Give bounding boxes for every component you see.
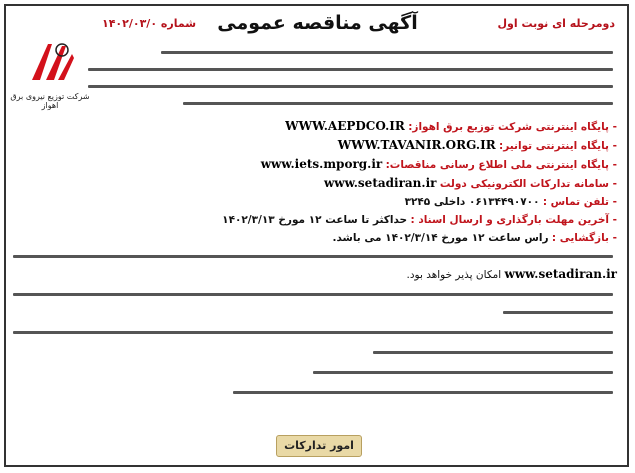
para-1-line-1 (14, 248, 617, 265)
para-2-line-2 (14, 304, 617, 321)
para-6-line-1 (14, 384, 617, 401)
portal-iets-url[interactable]: www.iets.mporg.ir (260, 157, 383, 171)
opening-label: - بازگشایی : (551, 232, 617, 244)
phone-label: - تلفن تماس : (542, 196, 617, 208)
row-deadline (14, 212, 617, 229)
notice-header (12, 10, 623, 40)
notice-round: دومرحله ای نوبت اول (497, 17, 615, 30)
row-opening (14, 230, 617, 247)
para-setad-url[interactable]: www.setadiran.ir (504, 267, 617, 281)
logo-caption: شرکت توزیع نیروی برق اهواز (10, 92, 90, 110)
para-3-line-1 (14, 324, 617, 341)
phone-value: ۰۶۱۳۴۴۹۰۷۰۰ داخلی ۳۲۴۵ (404, 196, 540, 208)
deadline-label: - آخرین مهلت بارگذاری و ارسال اسناد : (410, 214, 617, 226)
notice-title: آگهی مناقصه عمومی (217, 12, 418, 34)
portal-tavanir-label: - پایگاه اینترنتی توانیر: (499, 140, 617, 152)
para-5-line-1 (14, 364, 617, 381)
intro-line-3 (14, 78, 617, 95)
para-2-line-1 (14, 286, 617, 303)
intro-line-2 (14, 61, 617, 78)
row-portal-iets (14, 156, 617, 173)
intro-line-4 (14, 95, 617, 112)
portal-dist-url[interactable]: WWW.AEPDCO.IR (285, 119, 405, 133)
row-phone (14, 194, 617, 211)
portal-iets-label: - پایگاه اینترنتی ملی اطلاع رسانی مناقصات: (385, 159, 617, 171)
setad-label: - سامانه تدارکات الکترونیکی دولت (439, 178, 617, 190)
para-4-line-1 (14, 344, 617, 361)
procurement-stamp: امور تدارکات (276, 435, 362, 457)
portal-dist-label: - پایگاه اینترنتی شرکت توزیع برق اهواز: (408, 121, 617, 133)
portal-tavanir-url[interactable]: WWW.TAVANIR.ORG.IR (337, 138, 496, 152)
opening-value: راس ساعت ۱۲ مورخ ۱۴۰۲/۳/۱۴ می باشد. (332, 232, 549, 244)
tender-notice (4, 4, 629, 467)
para-setad-suffix: امکان پذیر خواهد بود. (406, 269, 502, 281)
intro-line-1 (14, 44, 617, 61)
row-portal-dist (14, 118, 617, 135)
notice-number: شماره ۱۴۰۲/۰۳/۰ (102, 17, 197, 30)
deadline-value: حداکثر تا ساعت ۱۲ مورخ ۱۴۰۲/۳/۱۳ (222, 214, 408, 226)
row-portal-tavanir (14, 137, 617, 154)
setad-url[interactable]: www.setadiran.ir (323, 176, 437, 190)
para-1-line-2 (14, 266, 617, 283)
row-setad (14, 175, 617, 192)
